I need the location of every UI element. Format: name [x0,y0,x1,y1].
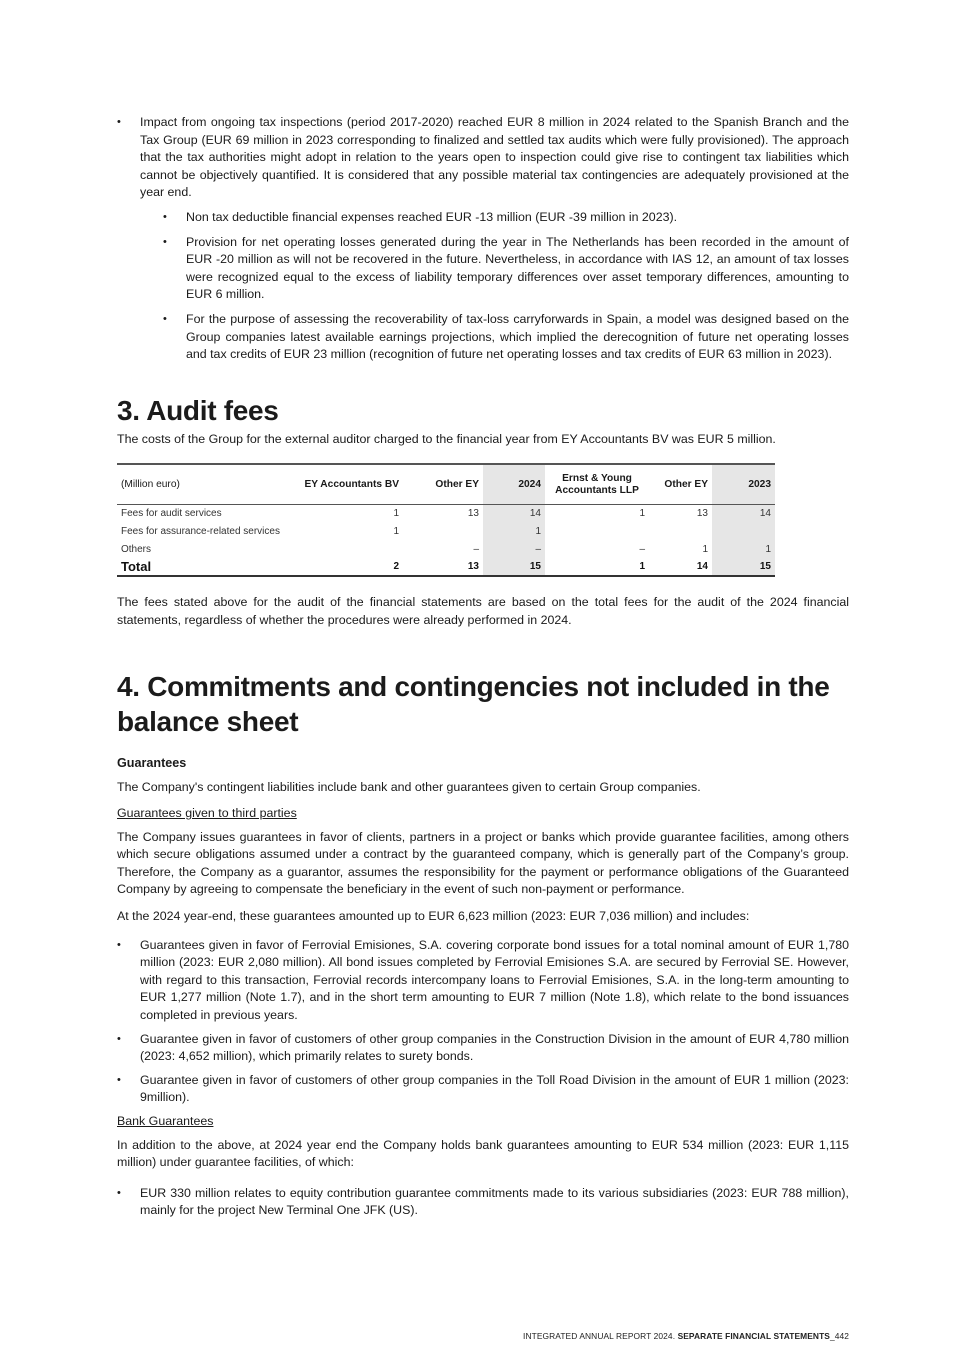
column-header: Other EY [435,478,479,490]
table-cell: – [483,540,545,558]
table-row [117,504,775,522]
list-item: • Guarantees given in favor of Ferrovial Emisiones, S.A. covering corporate bond issues for a total nominal amount of EUR 1,780 million (2023: EUR 2,080 million). All bond issues completed by Ferrovial Emisiones S.A. are secured by Ferrovial SE. However, with regard to this transaction, Ferrovial records intercompany loans to Ferrovial Emisiones, S.A. in the long-term amounting to EUR 1,277 million (Note 1.7), and in the short term amounting to EUR 7 million (Note 1.8), which relate to the bond issuances completed in previous years. [117,937,849,1025]
footer-page-number: _442 [829,1331,849,1341]
commitments-heading-line1: 4. Commitments and contingencies not included in the [117,670,830,702]
page-content [117,114,849,1220]
table-cell: Fees for audit services [121,508,222,520]
table-cell: 1 [393,508,399,520]
page-footer [523,1331,849,1341]
table-cell: Total [121,559,152,575]
footer-section: SEPARATE FINANCIAL STATEMENTS [677,1331,830,1341]
guarantee-bullet-list [117,937,849,1107]
table-cell: 1 [483,522,545,540]
column-header: 2024 [483,464,545,504]
audit-fees-table [117,463,775,577]
table-cell: 1 [639,508,645,520]
list-item: • Non tax deductible financial expenses reached EUR -13 million (EUR -39 million in 2023). [163,209,849,227]
commitments-heading-line2: balance sheet [117,705,299,737]
list-item: • Provision for net operating losses generated during the year in The Netherlands has been recorded in the amount of EUR -20 million as will not be recovered in the future. Nevertheless, in accordance with IAS 12, an amount of tax losses were recognized equal to the excess of liability temporary differences over asset temporary differences, amounting to EUR 6 million. [163,234,849,304]
table-cell: 1 [393,525,399,537]
table-cell [297,540,403,558]
third-parties-text: The Company issues guarantees in favor of clients, partners in a project or banks which provide guarantee facilities, among others which secure obligations assumed under a contract by the guaranteed company, which is generally part of the Company’s group. Therefore, the Company as a guarantor, assumes the responsibility for the payment or performance obligations of the Guaranteed Company by agreeing to compensate the beneficiary in the event of such non-payment or performance. [117,829,849,897]
column-header: Other EY [664,478,708,490]
table-cell: Others [121,543,152,555]
table-cell: 15 [712,558,775,576]
list-item: • Guarantee given in favor of customers of other group companies in the Construction Division in the amount of EUR 4,780 million (2023: 4,652 million), which primarily relates to surety bonds. [117,1031,849,1066]
table-cell [545,522,649,540]
list-item: • EUR 330 million relates to equity contribution guarantee commitments made to its various subsidiaries (2023: EUR 788 million), mainly for the project New Terminal One JFK (US). [117,1185,849,1220]
guarantees-intro: The Company's contingent liabilities include bank and other guarantees given to certain Group companies. [117,779,701,794]
table-row [117,522,775,540]
table-cell: 13 [467,561,479,573]
column-header: (Million euro) [121,478,180,490]
column-header: Ernst & Young Accountants LLP [555,472,639,496]
tax-bullet-list [117,114,849,364]
column-header: EY Accountants BV [304,478,399,490]
table-header-row [117,464,775,504]
table-cell [403,522,483,540]
table-cell: 1 [702,543,708,555]
bank-guarantees-text: In addition to the above, at 2024 year end the Company holds bank guarantees amounting to EUR 534 million (2023: EUR 1,115 million) under guarantee facilities, of which: [117,1137,849,1170]
guarantees-title: Guarantees [117,755,187,770]
footer-report: INTEGRATED ANNUAL REPORT 2024. [523,1331,676,1341]
year-end-text: At the 2024 year-end, these guarantees amounted up to EUR 6,623 million (2023: EUR 7,036 million) and includes: [117,909,750,924]
list-item-text: Impact from ongoing tax inspections (period 2017-2020) reached EUR 8 million in 2024 related to the Spanish Branch and the Tax Group (EUR 69 million in 2023 corresponding to finalized and settled tax audits which were fully provisioned). The approach that the tax authorities might adopt in relation to the years open to inspection could give rise to contingent tax liabilities which cannot be objectively quantified. It is considered that any possible material tax contingencies are adequately provisioned at the year end. [140,115,849,200]
list-item: • Guarantee given in favor of customers of other group companies in the Toll Road Division in the amount of EUR 1 million (2023: 9million). [117,1072,849,1107]
table-cell: 15 [483,558,545,576]
column-header: 2023 [712,464,775,504]
table-cell: 14 [696,561,708,573]
audit-fees-note: The fees stated above for the audit of the financial statements are based on the total fees for the audit of the 2024 financial statements, regardless of whether the procedures were already performed in 2024. [117,595,849,627]
table-cell: 13 [467,508,479,520]
list-item: • For the purpose of assessing the recoverability of tax-loss carryforwards in Spain, a model was designed based on the Group companies latest available earnings projections, which implied the derecognition of future net operating losses and tax credits of EUR 23 million (recognition of future net operating losses and tax credits of EUR 63 million in 2023). [163,311,849,364]
table-cell [649,522,712,540]
table-cell: 14 [483,504,545,522]
audit-fees-intro: The costs of the Group for the external auditor charged to the financial year from EY Accountants BV was EUR 5 million. [117,431,776,446]
table-cell [712,522,775,540]
bank-guarantees-title: Bank Guarantees [117,1114,214,1128]
table-cell: – [639,543,645,555]
table-cell: 14 [712,504,775,522]
commitments-heading [117,669,849,739]
table-row [117,540,775,558]
tax-sub-bullet-list [163,209,849,364]
table-cell: 1 [712,540,775,558]
table-cell: 1 [639,561,645,573]
third-parties-title: Guarantees given to third parties [117,806,297,821]
list-item [117,114,849,364]
table-cell: Fees for assurance-related services [121,525,280,537]
table-cell: 13 [696,508,708,520]
bank-bullet-list [117,1185,849,1220]
audit-fees-heading: 3. Audit fees [117,394,279,426]
table-cell: – [473,543,479,555]
table-cell: 2 [393,561,399,573]
table-total-row [117,558,775,576]
